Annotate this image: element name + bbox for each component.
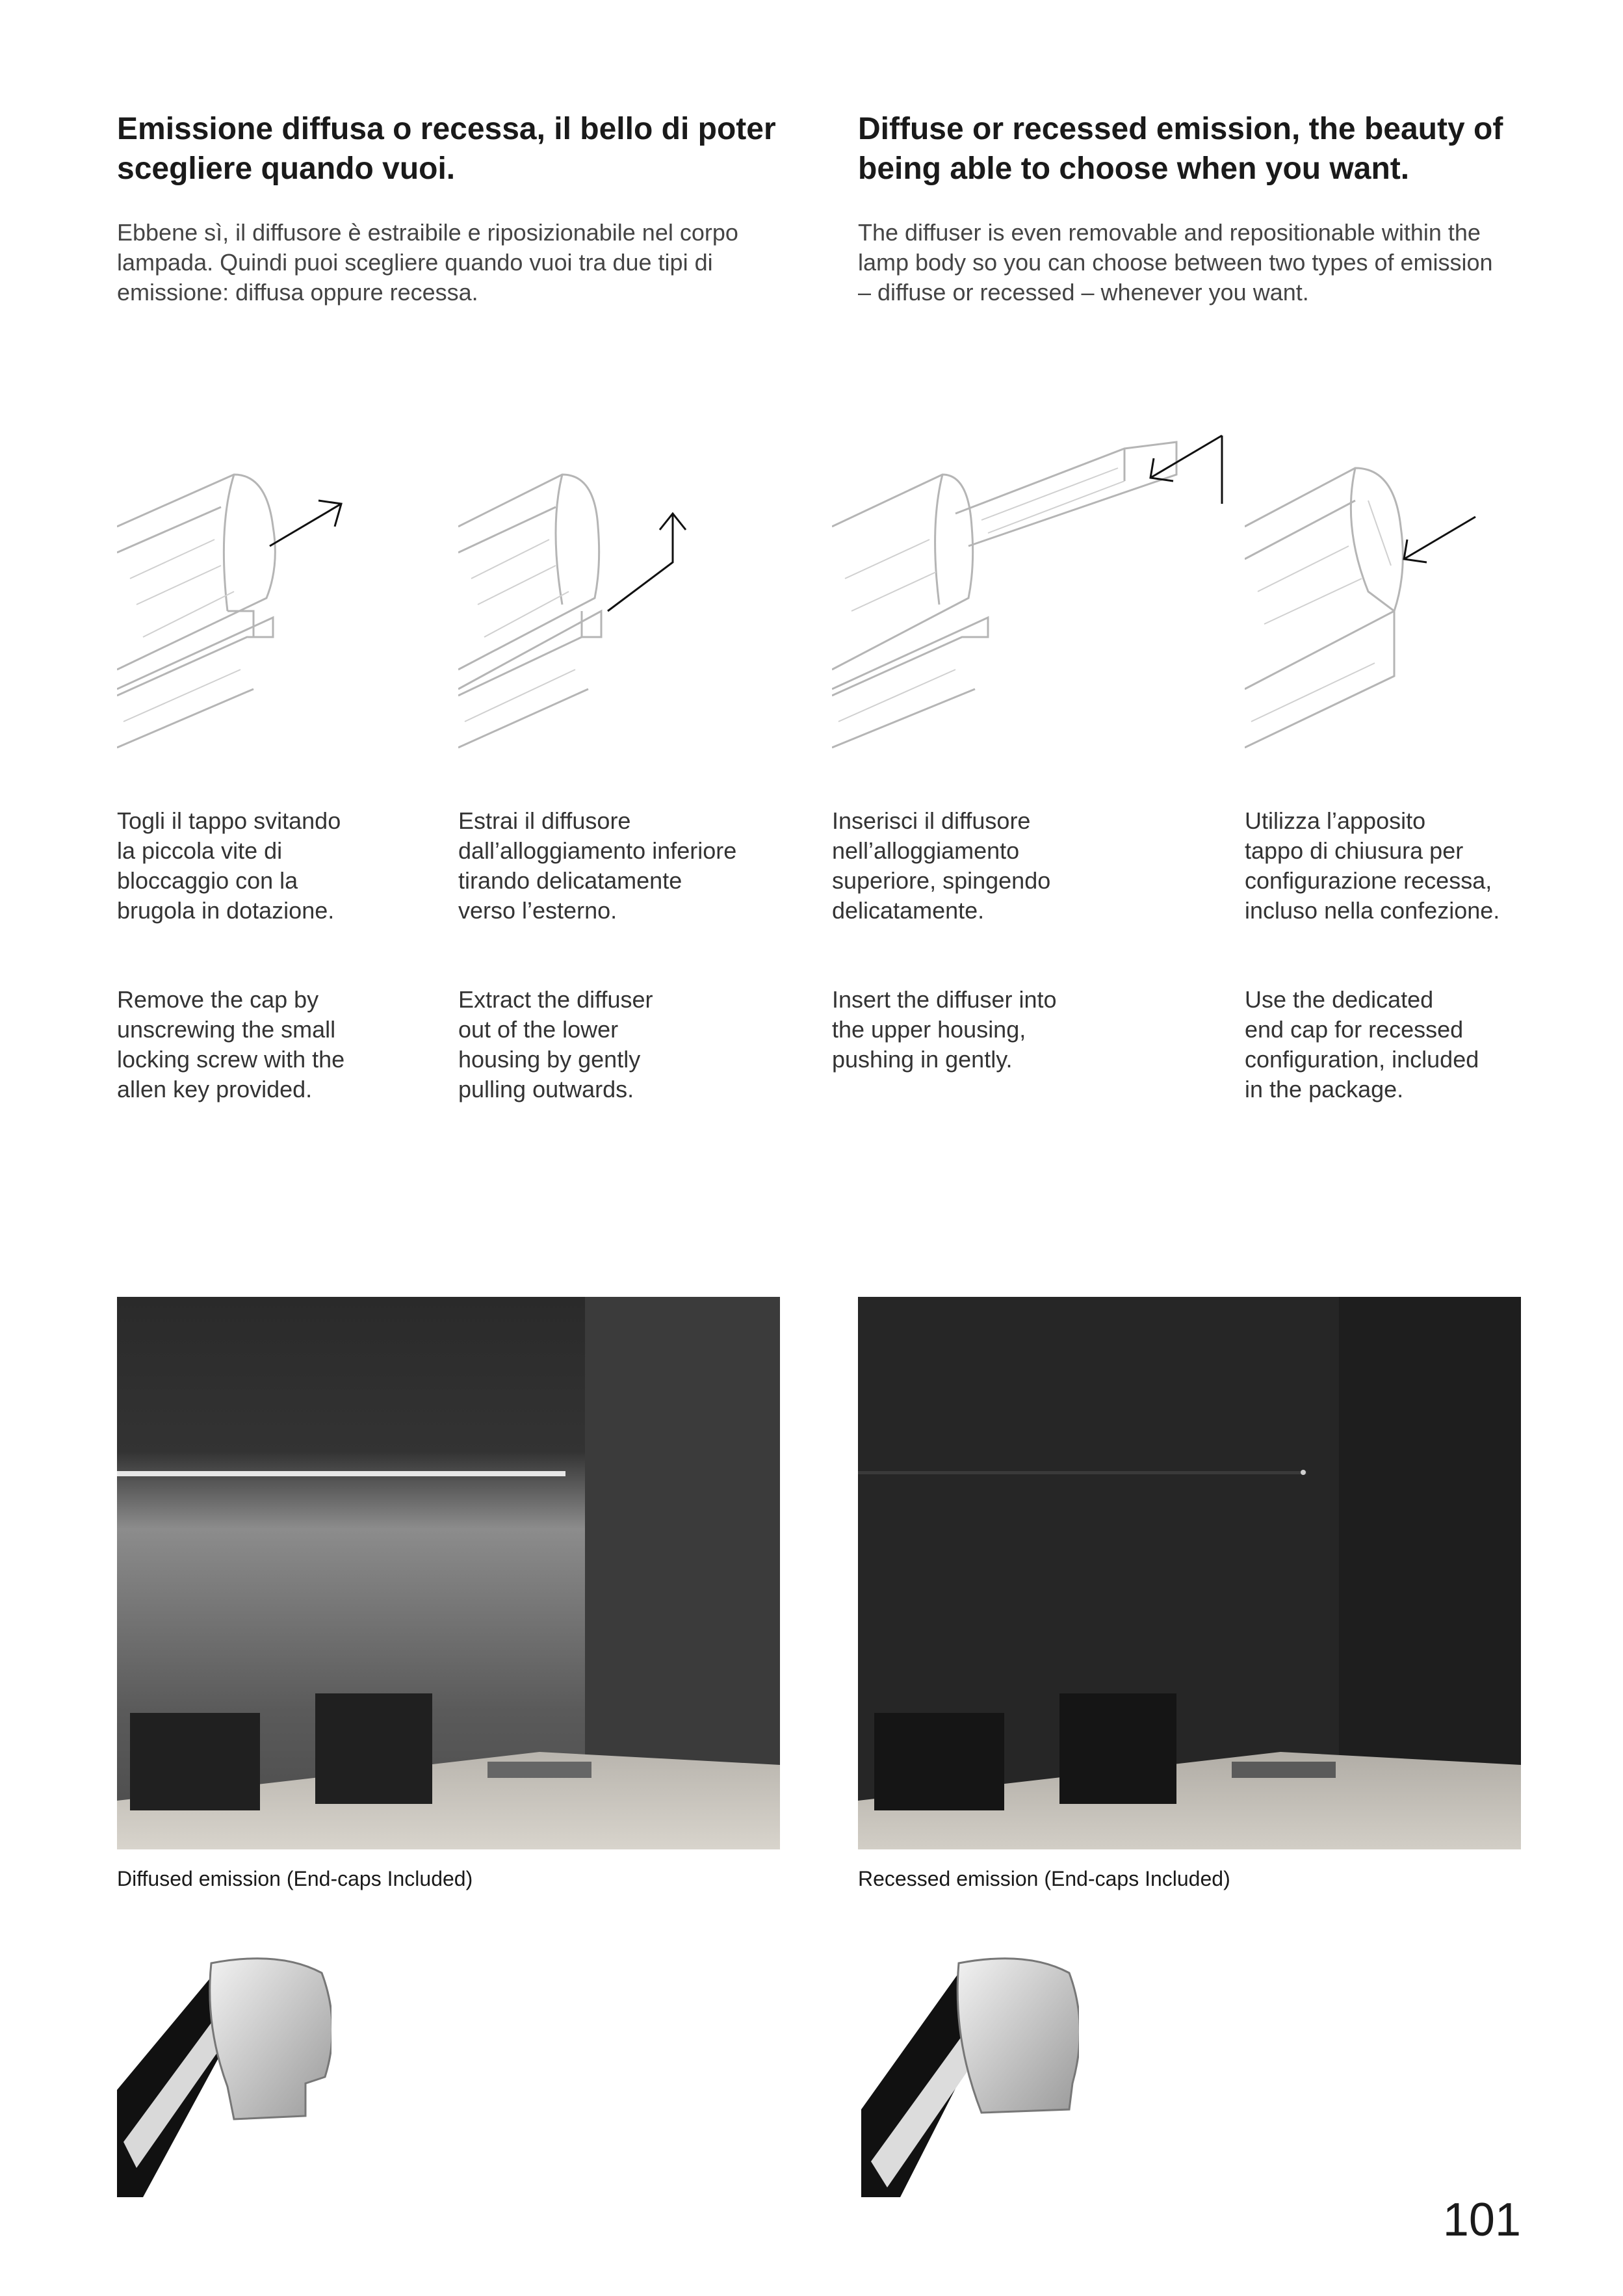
insert-diffuser-sketch-icon [832,397,1235,754]
title-english: Diffuse or recessed emission, the beauty of being able to choose when you want. [858,112,1503,186]
step-1-italian: Togli il tappo svitando la piccola vite di bloccaggio con la brugola in dotazione. [117,807,341,924]
end-cap-sketch-icon [1245,397,1479,754]
intro-english: The diffuser is even removable and repositionable within the lamp body so you can choose between two types of emission – diffuse or recessed – whenever you want. [858,219,1493,306]
recessed-emission-photo [858,1297,1521,1849]
recessed-end-cap-product-icon [861,1953,1079,2197]
page-number: 101 [1442,2194,1521,2246]
step-3-english: Insert the diffuser into the upper housing, pushing in gently. [832,986,1057,1073]
intro-italian: Ebbene sì, il diffusore è estraibile e riposizionabile nel corpo lampada. Quindi puoi scegliere quando vuoi tra due tipi di emissione: diffusa oppure recessa. [117,219,738,306]
step-4-english: Use the dedicated end cap for recessed configuration, included in the package. [1245,986,1479,1102]
diffused-end-cap-product-icon [117,1953,331,2197]
step-2-italian: Estrai il diffusore dall’alloggiamento inferiore tirando delicatamente verso l’esterno. [458,807,737,924]
extract-diffuser-sketch-icon [458,449,705,754]
diffused-caption: Diffused emission (End-caps Included) [117,1867,473,1890]
step-4-italian: Utilizza l’apposito tappo di chiusura per configurazione recessa, incluso nella confezione. [1245,807,1500,924]
step-1-english: Remove the cap by unscrewing the small locking screw with the allen key provided. [117,986,345,1102]
step-3-italian: Inserisci il diffusore nell’alloggiamento superiore, spingendo delicatamente. [832,807,1051,924]
title-italian: Emissione diffusa o recessa, il bello di poter scegliere quando vuoi. [117,112,776,186]
remove-cap-sketch-icon [117,449,377,754]
diffused-emission-photo [117,1297,780,1849]
recessed-caption: Recessed emission (End-caps Included) [858,1867,1230,1890]
step-2-english: Extract the diffuser out of the lower housing by gently pulling outwards. [458,986,653,1102]
